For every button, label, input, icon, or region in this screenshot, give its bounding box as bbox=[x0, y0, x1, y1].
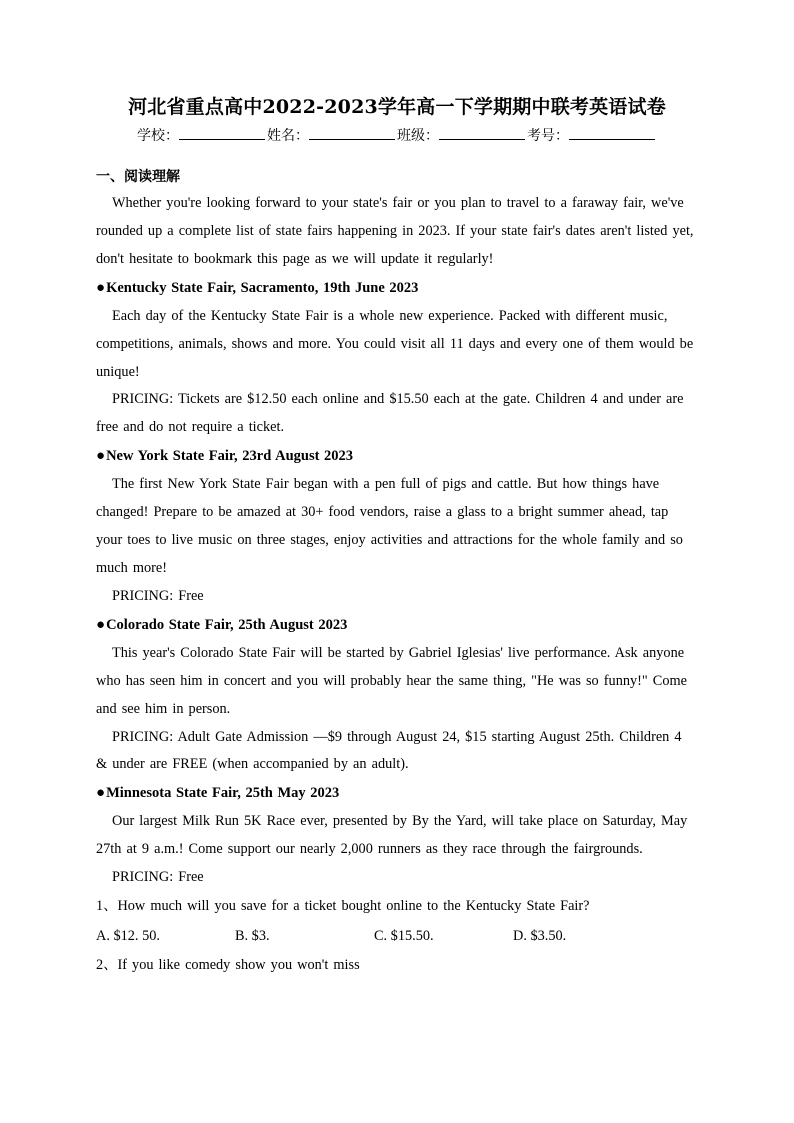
fair-minnesota bbox=[96, 779, 696, 892]
question-2 bbox=[96, 952, 696, 980]
fair-title-text: New York State Fair, 23rd August 2023 bbox=[106, 448, 354, 465]
name-field bbox=[267, 124, 397, 147]
class-field bbox=[397, 124, 527, 147]
fair-new-york bbox=[96, 442, 696, 611]
fair-description: This year's Colorado State Fair will be started by Gabriel Iglesias' live performance. Ask anyone who has seen him in concert and you will probably hear the same thing, "He was so funny!" Come and see him in person. bbox=[96, 644, 687, 717]
bullet-icon: ● bbox=[96, 279, 106, 296]
fair-pricing: PRICING: Free bbox=[112, 587, 204, 604]
question-stem: 2、If you like comedy show you won't miss bbox=[96, 956, 360, 973]
exam-content bbox=[96, 164, 696, 980]
section-heading: 一、阅读理解 bbox=[96, 169, 180, 185]
fair-kentucky bbox=[96, 274, 696, 443]
bullet-icon: ● bbox=[96, 616, 106, 633]
class-blank bbox=[439, 124, 525, 140]
fair-title bbox=[96, 611, 696, 640]
option-c[interactable]: C. $15.50. bbox=[374, 927, 434, 944]
fair-description: Our largest Milk Run 5K Race ever, presented by By the Yard, will take place on Saturday, May 27th at 9 a.m.! Come support our nearly 2,000 runners as they race through the fairgrounds. bbox=[96, 813, 688, 858]
answer-options bbox=[96, 921, 696, 951]
fair-pricing: PRICING: Free bbox=[112, 869, 204, 886]
exam-title: 河北省重点高中2022-2023学年高一下学期期中联考英语试卷 bbox=[128, 96, 666, 118]
fair-title-text: Minnesota State Fair, 25th May 2023 bbox=[106, 785, 340, 802]
fair-description: The first New York State Fair began with a pen full of pigs and cattle. But how things have changed! Prepare to be amazed at 30+ food vendors, raise a glass to a bright summer ahead, tap your toes to live music on three stages, enjoy activities and attractions for the whole family and so much more! bbox=[96, 476, 683, 576]
fair-title bbox=[96, 779, 696, 808]
bullet-icon: ● bbox=[96, 448, 106, 465]
question-1 bbox=[96, 893, 696, 951]
fair-title-text: Kentucky State Fair, Sacramento, 19th June 2023 bbox=[106, 279, 419, 296]
option-d[interactable]: D. $3.50. bbox=[513, 927, 567, 944]
fair-title bbox=[96, 274, 696, 303]
exam-number-blank bbox=[569, 124, 655, 140]
school-blank bbox=[179, 124, 265, 140]
fair-description: Each day of the Kentucky State Fair is a whole new experience. Packed with different music, competitions, animals, shows and more. You could visit all 11 days and every one of them would be unique! bbox=[96, 307, 694, 380]
name-label: 姓名： bbox=[267, 128, 309, 144]
fair-title-text: Colorado State Fair, 25th August 2023 bbox=[106, 616, 348, 633]
question-stem: 1、How much will you save for a ticket bought online to the Kentucky State Fair? bbox=[96, 898, 590, 915]
exam-number-label: 考号： bbox=[527, 128, 569, 144]
option-b[interactable]: B. $3. bbox=[235, 927, 270, 944]
fair-title bbox=[96, 442, 696, 471]
fair-pricing: PRICING: Adult Gate Admission —$9 through August 24, $15 starting August 25th. Children 4 & under are FREE (when accompanied by an adult). bbox=[96, 728, 682, 773]
bullet-icon: ● bbox=[96, 785, 106, 802]
fair-colorado bbox=[96, 611, 696, 780]
school-field bbox=[137, 124, 267, 147]
option-a[interactable]: A. $12. 50. bbox=[96, 927, 160, 944]
fair-pricing: PRICING: Tickets are $12.50 each online and $15.50 each at the gate. Children 4 and under are free and do not require a ticket. bbox=[96, 391, 684, 436]
intro-paragraph: Whether you're looking forward to your state's fair or you plan to travel to a faraway fair, we've rounded up a complete list of state fairs happening in 2023. If your state fair's dates aren't listed yet, don't hesitate to bookmark this page as we will update it regularly! bbox=[96, 195, 694, 267]
name-blank bbox=[309, 124, 395, 140]
class-label: 班级： bbox=[397, 128, 439, 144]
exam-number-field bbox=[527, 124, 657, 147]
student-info-row bbox=[0, 124, 794, 147]
school-label: 学校： bbox=[137, 128, 179, 144]
